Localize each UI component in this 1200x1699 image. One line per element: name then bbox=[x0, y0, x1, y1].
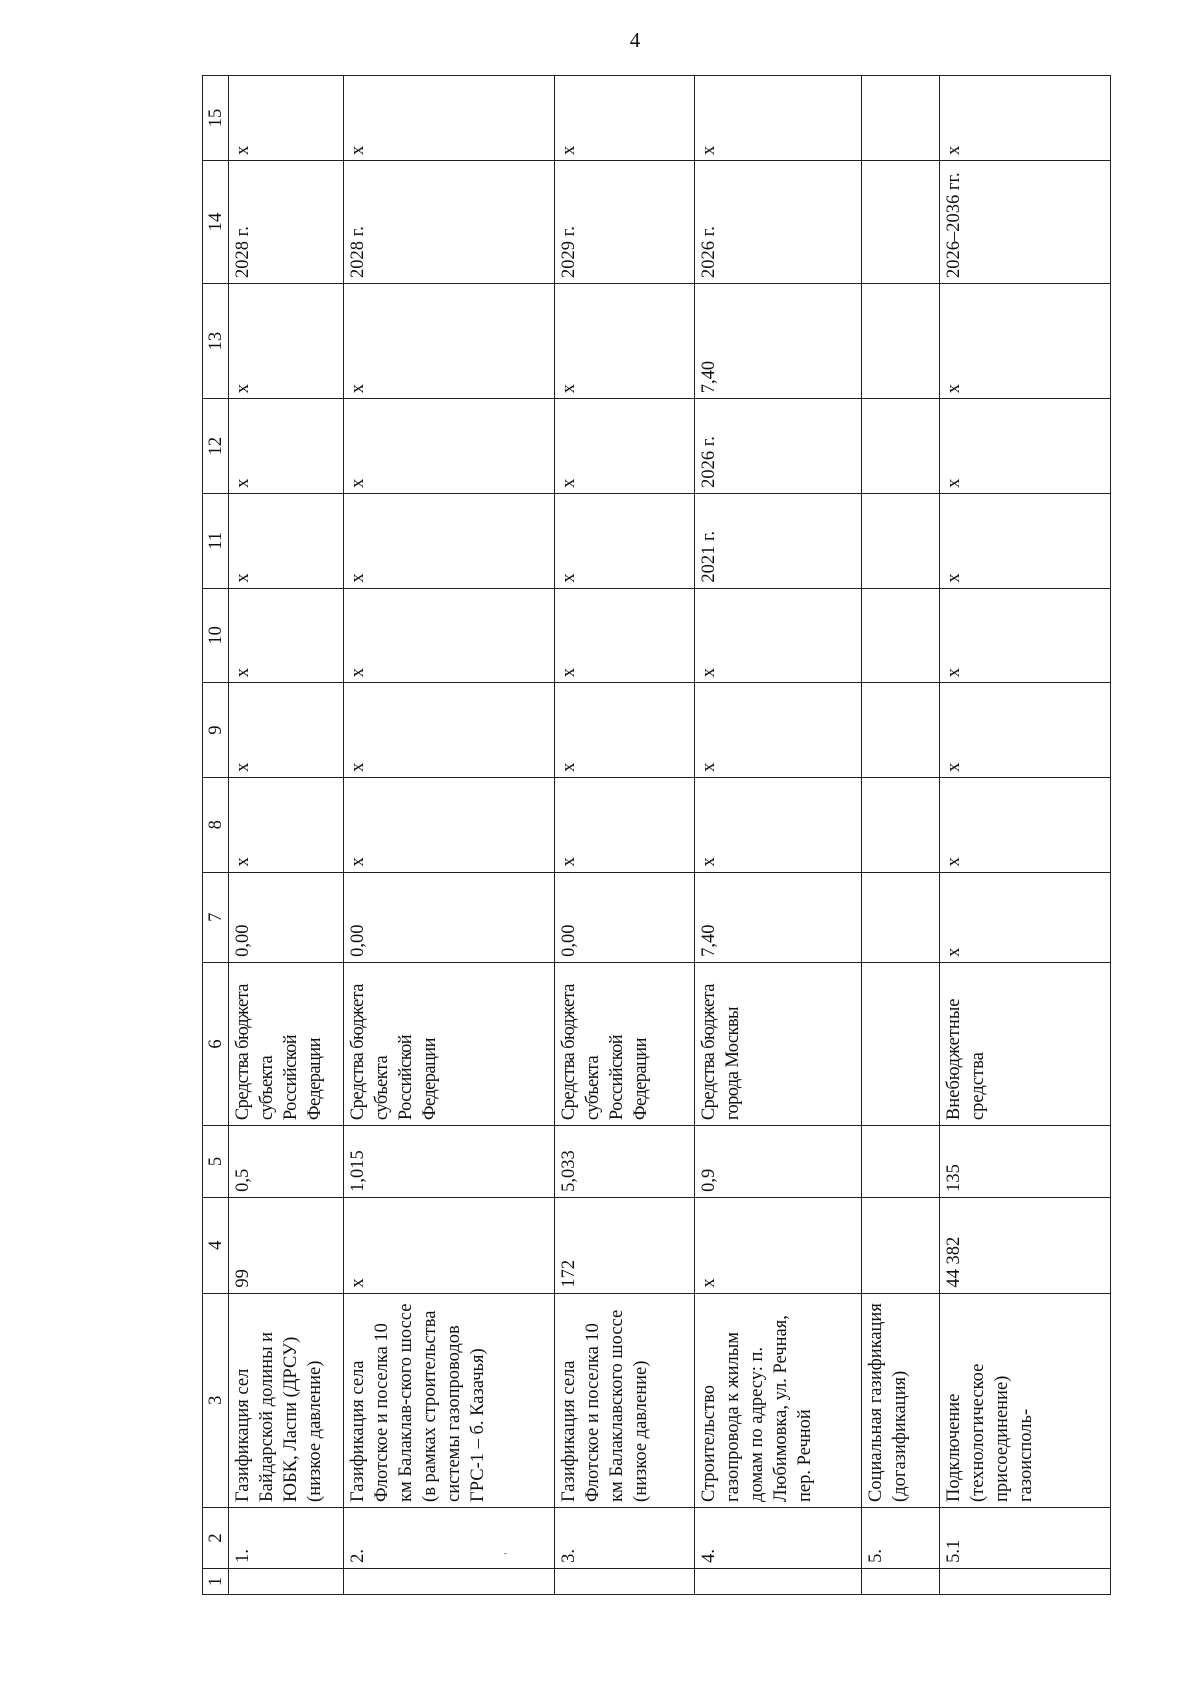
row-cell-11: х bbox=[555, 493, 695, 588]
row-cell-12: х bbox=[229, 399, 344, 494]
table-row bbox=[940, 76, 1111, 1595]
completion-year bbox=[862, 160, 940, 283]
col-header: 5 bbox=[203, 1126, 229, 1198]
col-header: 7 bbox=[203, 872, 229, 962]
col-header: 3 bbox=[203, 1293, 229, 1507]
col-header: 11 bbox=[203, 493, 229, 588]
row-cell-7: х bbox=[940, 872, 1111, 962]
table-row bbox=[862, 76, 940, 1595]
row-cell-13: 7,40 bbox=[695, 283, 862, 398]
row-cell-10: х bbox=[555, 588, 695, 683]
col-header: 1 bbox=[203, 1568, 229, 1594]
col-header: 6 bbox=[203, 962, 229, 1125]
row-cell-15: х bbox=[940, 76, 1111, 161]
completion-year: 2026–2036 гг. bbox=[940, 160, 1111, 283]
row-cell-5: 0,5 bbox=[229, 1126, 344, 1198]
header-row bbox=[203, 76, 229, 1595]
object-name: Социальная газификация (догазификация) bbox=[862, 1293, 940, 1507]
row-cell-13: х bbox=[940, 283, 1111, 398]
gasification-table bbox=[202, 75, 1111, 1595]
row-cell-15 bbox=[862, 76, 940, 161]
row-number: 5.1 bbox=[940, 1507, 1111, 1568]
table-row bbox=[344, 76, 555, 1595]
completion-year: 2028 г. bbox=[344, 160, 555, 283]
row-cell-15: х bbox=[695, 76, 862, 161]
row-cell-12: 2026 г. bbox=[695, 399, 862, 494]
row-cell-11: х bbox=[229, 493, 344, 588]
funding-source: Внебюджетные средства bbox=[940, 962, 1111, 1125]
row-cell-9: х bbox=[555, 683, 695, 778]
table-row bbox=[229, 76, 344, 1595]
col-header: 14 bbox=[203, 160, 229, 283]
row-cell-10: х bbox=[344, 588, 555, 683]
row-number: 1. bbox=[229, 1507, 344, 1568]
row-cell-4: х bbox=[344, 1197, 555, 1293]
object-name: Строительство газопровода к жилым домам по адресу: п. Любимовка, ул. Речная, пер. Речной bbox=[695, 1293, 862, 1507]
col-header: 12 bbox=[203, 399, 229, 494]
funding-source: Средства бюджета субъекта Российской Федерации bbox=[555, 962, 695, 1125]
row-cell-1 bbox=[695, 1568, 862, 1594]
row-cell-11: 2021 г. bbox=[695, 493, 862, 588]
row-cell-13: х bbox=[555, 283, 695, 398]
object-name: Газификация села Флотское и поселка 10 км Балаклавского шоссе (низкое давление) bbox=[555, 1293, 695, 1507]
col-header: 2 bbox=[203, 1507, 229, 1568]
funding-source: Средства бюджета субъекта Российской Федерации bbox=[344, 962, 555, 1125]
row-number: 5. bbox=[862, 1507, 940, 1568]
row-cell-5: 5,033 bbox=[555, 1126, 695, 1198]
row-cell-7: 7,40 bbox=[695, 872, 862, 962]
page-number: 4 bbox=[629, 28, 641, 52]
row-cell-4: 44 382 bbox=[940, 1197, 1111, 1293]
row-number: 2. bbox=[344, 1507, 555, 1568]
row-cell-10: х bbox=[695, 588, 862, 683]
table-row bbox=[695, 76, 862, 1595]
row-cell-7: 0,00 bbox=[555, 872, 695, 962]
row-number: 4. bbox=[695, 1507, 862, 1568]
row-cell-12: х bbox=[940, 399, 1111, 494]
row-cell-11: х bbox=[940, 493, 1111, 588]
row-cell-4: 172 bbox=[555, 1197, 695, 1293]
row-cell-8: х bbox=[940, 777, 1111, 872]
row-cell-8: х bbox=[344, 777, 555, 872]
row-cell-7 bbox=[862, 872, 940, 962]
row-cell-15: х bbox=[555, 76, 695, 161]
col-header: 9 bbox=[203, 683, 229, 778]
object-name: Подключение (технологическое присоединение) газоисполь- bbox=[940, 1293, 1111, 1507]
row-cell-13 bbox=[862, 283, 940, 398]
row-cell-1 bbox=[940, 1568, 1111, 1594]
row-cell-4: 99 bbox=[229, 1197, 344, 1293]
row-cell-1 bbox=[229, 1568, 344, 1594]
row-cell-5 bbox=[862, 1126, 940, 1198]
col-header: 8 bbox=[203, 777, 229, 872]
table-row bbox=[555, 76, 695, 1595]
completion-year: 2028 г. bbox=[229, 160, 344, 283]
col-header: 4 bbox=[203, 1197, 229, 1293]
row-cell-11 bbox=[862, 493, 940, 588]
row-cell-12: х bbox=[555, 399, 695, 494]
completion-year: 2026 г. bbox=[695, 160, 862, 283]
col-header: 13 bbox=[203, 283, 229, 398]
row-cell-10: х bbox=[229, 588, 344, 683]
row-cell-8: х bbox=[695, 777, 862, 872]
row-cell-11: х bbox=[344, 493, 555, 588]
col-header: 10 bbox=[203, 588, 229, 683]
object-name: Газификация сел Байдарской долины и ЮБК, Ласпи (ДРСУ) (низкое давление) bbox=[229, 1293, 344, 1507]
row-cell-9: х bbox=[229, 683, 344, 778]
row-cell-9 bbox=[862, 683, 940, 778]
row-number: 3. bbox=[555, 1507, 695, 1568]
row-cell-1 bbox=[862, 1568, 940, 1594]
row-cell-15: х bbox=[229, 76, 344, 161]
row-cell-7: 0,00 bbox=[229, 872, 344, 962]
row-cell-13: х bbox=[344, 283, 555, 398]
row-cell-9: х bbox=[695, 683, 862, 778]
row-cell-10 bbox=[862, 588, 940, 683]
row-cell-1 bbox=[555, 1568, 695, 1594]
row-cell-5: 1,015 bbox=[344, 1126, 555, 1198]
row-cell-8: х bbox=[555, 777, 695, 872]
row-cell-8 bbox=[862, 777, 940, 872]
row-cell-1 bbox=[344, 1568, 555, 1594]
row-cell-13: х bbox=[229, 283, 344, 398]
col-header: 15 bbox=[203, 76, 229, 161]
row-cell-12: х bbox=[344, 399, 555, 494]
funding-source: Средства бюджета субъекта Российской Федерации bbox=[229, 962, 344, 1125]
row-cell-9: х bbox=[344, 683, 555, 778]
row-cell-4 bbox=[862, 1197, 940, 1293]
row-cell-8: х bbox=[229, 777, 344, 872]
row-cell-7: 0,00 bbox=[344, 872, 555, 962]
rotated-table-container bbox=[202, 75, 1111, 1595]
funding-source bbox=[862, 962, 940, 1125]
completion-year: 2029 г. bbox=[555, 160, 695, 283]
row-cell-5: 135 bbox=[940, 1126, 1111, 1198]
row-cell-4: х bbox=[695, 1197, 862, 1293]
row-cell-10: х bbox=[940, 588, 1111, 683]
funding-source: Средства бюджета города Москвы bbox=[695, 962, 862, 1125]
row-cell-9: х bbox=[940, 683, 1111, 778]
row-cell-15: х bbox=[344, 76, 555, 161]
row-cell-12 bbox=[862, 399, 940, 494]
object-name: Газификация села Флотское и поселка 10 км Балаклав-ского шоссе (в рамках строительства системы газопроводов ГРС-1 – б. Казачья) bbox=[344, 1293, 555, 1507]
row-cell-5: 0,9 bbox=[695, 1126, 862, 1198]
